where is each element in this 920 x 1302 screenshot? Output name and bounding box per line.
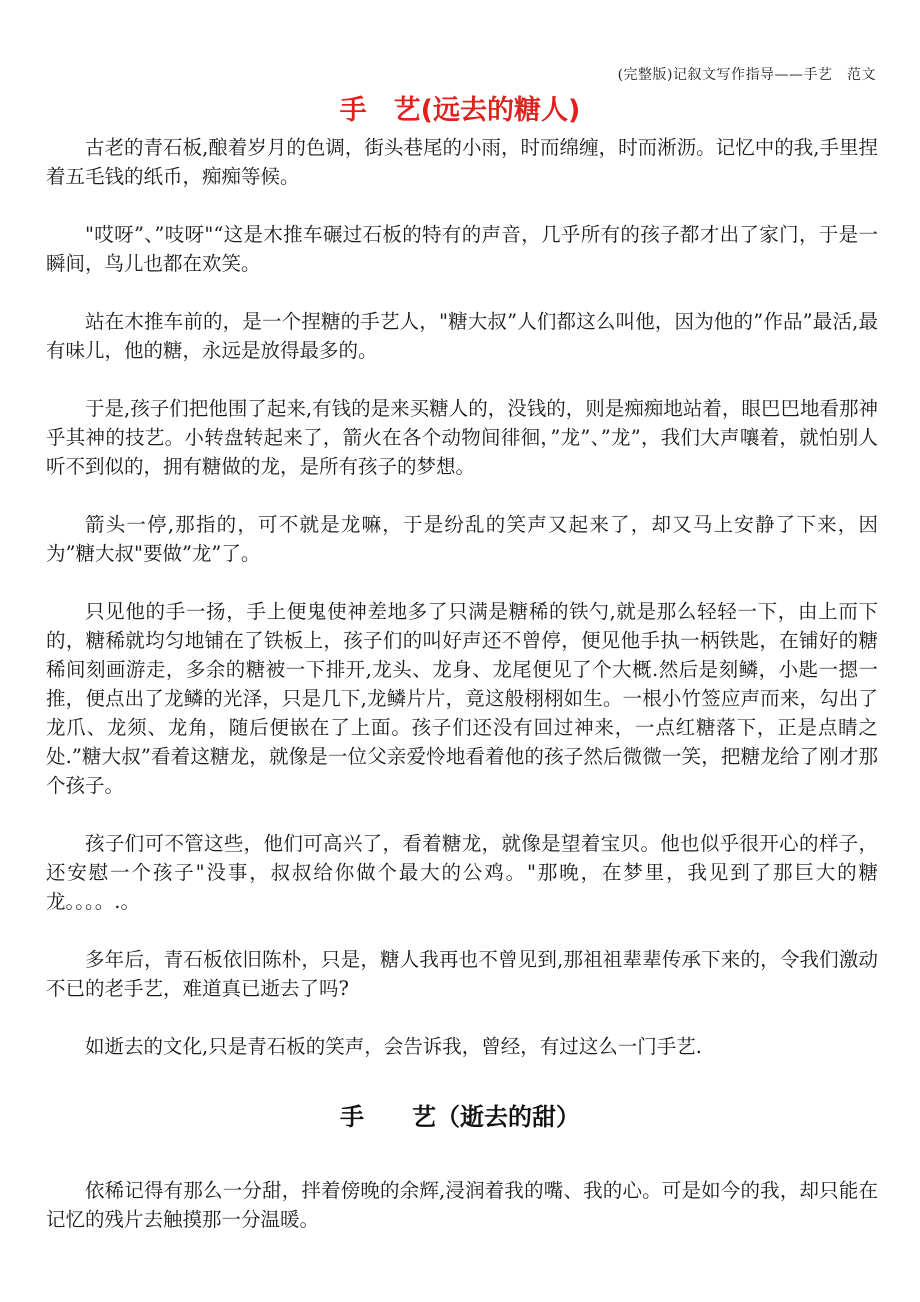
paragraph: 站在木推车前的，是一个捏糖的手艺人，"糖大叔”人们都这么叫他，因为他的”作品”最活,最有味儿，他的糖，永远是放得最多的。: [46, 310, 878, 362]
paragraph: 古老的青石板,酿着岁月的色调，街头巷尾的小雨，时而绵缠，时而淅沥。记忆中的我,手里捏着五毛钱的纸币，痴痴等候。: [46, 136, 878, 188]
article-title-2: 手 艺（逝去的甜）: [340, 1103, 580, 1131]
paragraph: 只见他的手一扬，手上便鬼使神差地多了只满是糖稀的铁勺,就是那么轻轻一下，由上而下的，糖稀就均匀地铺在了铁板上，孩子们的叫好声还不曾停，便见他手执一柄铁匙，在铺好的糖稀间刻画游走，多余的糖被一下排开,龙头、龙身、龙尾便见了个大概.然后是刻鳞，小匙一摁一推，便点出了龙鳞的光泽，只是几下,龙鳞片片，竟这般栩栩如生。一根小竹签应声而来，勾出了龙爪、龙须、龙角，随后便嵌在了上面。孩子们还没有回过神来，一点红糖落下，正是点睛之处.”糖大叔”看着这糖龙，就像是一位父亲爱怜地看着他的孩子然后微微一笑，把糖龙给了刚才那个孩子。: [46, 600, 878, 797]
paragraph: 孩子们可不管这些，他们可高兴了，看着糖龙，就像是望着宝贝。他也似乎很开心的样子，还安慰一个孩子"没事，叔叔给你做个最大的公鸡。"那晚，在梦里，我见到了那巨大的糖龙。。。。.。: [46, 832, 878, 913]
paragraph: 依稀记得有那么一分甜，拌着傍晚的余辉,浸润着我的嘴、我的心。可是如今的我，却只能在记忆的残片去触摸那一分温暖。: [46, 1179, 878, 1231]
running-header: (完整版)记叙文写作指导——手艺 范文: [617, 67, 876, 83]
article-body-1: [46, 133, 878, 1090]
paragraph: "哎呀”、”吱呀"“这是木推车碾过石板的特有的声音，几乎所有的孩子都才出了家门，于是一瞬间，鸟儿也都在欢笑。: [46, 223, 878, 275]
article-title-1: 手 艺(远去的糖人): [339, 95, 581, 126]
paragraph: 于是,孩子们把他围了起来,有钱的是来买糖人的，没钱的，则是痴痴地站着，眼巴巴地看那神乎其神的技艺。小转盘转起来了，箭火在各个动物间徘徊，”龙”、”龙”，我们大声嚷着，就怕别人听不到似的，拥有糖做的龙，是所有孩子的梦想。: [46, 397, 878, 478]
paragraph: 如逝去的文化,只是青石板的笑声，会告诉我，曾经，有过这么一门手艺.: [85, 1035, 702, 1058]
paragraph: 多年后，青石板依旧陈朴，只是，糖人我再也不曾见到,那祖祖辈辈传承下来的，令我们激动不已的老手艺，难道真已逝去了吗?: [46, 948, 878, 1000]
paragraph: 箭头一停,那指的，可不就是龙嘛，于是纷乱的笑声又起来了，却又马上安静了下来，因为”糖大叔"要做”龙”了。: [46, 513, 878, 565]
article-body-2: [46, 1176, 878, 1263]
